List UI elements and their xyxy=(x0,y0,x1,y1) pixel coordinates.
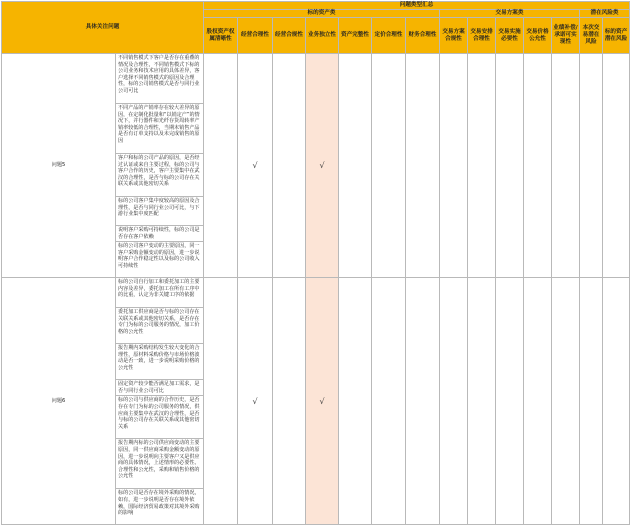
col-header-business-reasonableness: 经营合理性 xyxy=(238,18,273,54)
cell-q6-transaction-risk xyxy=(580,278,603,525)
cell-q5-implementation-necessity xyxy=(496,54,524,278)
cell-q5-plan-compliance xyxy=(440,54,468,278)
question-item: 客户和标的公司产品的原因，是否经过认证或来自主要过程，标的公司与客户合作的历史，客户主要集中在武汉的合理性，是否与标的公司存在关联关系或其他密切关系 xyxy=(116,154,204,197)
check-mark: √ xyxy=(319,396,325,406)
col-header-business-compliance: 经营合规性 xyxy=(273,18,306,54)
cell-q6-performance-compensation xyxy=(552,278,580,525)
question-label: 问题6 xyxy=(2,278,116,525)
check-mark: √ xyxy=(252,161,258,171)
check-mark: √ xyxy=(319,161,325,171)
cell-q6-financial-reasonableness xyxy=(406,278,440,525)
question-item: 固定资产较少能否满足加工需求，是否与同行业公司可比 xyxy=(116,380,204,396)
question-item: 不同产品的产销率存在较大差异的原因，在定制化批量和“以销定产”的情况下，并行器件和光纤存货周转率产销率较低的合理性，当期末销售产品是否有订单支持以及未完成销售的原因 xyxy=(116,104,204,154)
problem-summary-table xyxy=(1,1,630,525)
question-column-header: 具体关注问题 xyxy=(2,2,204,54)
cell-q6-plan-compliance xyxy=(440,278,468,525)
question-item: 说明客户采购可持续性，标的公司是否存在客户依赖 xyxy=(116,226,204,242)
table-row xyxy=(2,54,630,104)
cell-q5-transaction-risk xyxy=(580,54,603,278)
cell-q6-pricing-reasonableness xyxy=(372,278,406,525)
question-item: 标的公司是否存在境外采购的情况，如有，进一步说明是否存在境外依赖，国际经济贸易政策对其境外采购的影响 xyxy=(116,489,204,525)
cell-q6-implementation-necessity xyxy=(496,278,524,525)
col-header-pricing-reasonableness: 定价合理性 xyxy=(372,18,406,54)
question-item: 标的公司客户集中度较高的原因及合理性，是否与同行业公司可比，与下游行业集中度匹配 xyxy=(116,197,204,226)
problem-type-summary-header: 问题类型汇总 xyxy=(204,2,630,10)
question-item: 不同销售模式下客户是否存在重叠的情况及合理性，不同销售模式下标的公司业务和技术应用的具体差异，客户选择不同销售模式的原因及合理性，标的公司销售模式是否与同行业公司可比 xyxy=(116,54,204,104)
cell-q5-financial-reasonableness xyxy=(406,54,440,278)
cell-q6-business-reasonableness xyxy=(238,278,273,525)
cell-q5-business-independence xyxy=(306,54,339,278)
subject-assets-group-header: 标的资产类 xyxy=(204,10,440,18)
cell-q6-business-independence xyxy=(306,278,339,525)
cell-q6-asset-integrity xyxy=(339,278,372,525)
col-header-arrangement-reasonableness: 交易安排合理性 xyxy=(468,18,496,54)
col-header-price-fairness: 交易价格公允性 xyxy=(524,18,552,54)
question-item: 标的公司客户变动的主要原因，同一客户采购金额变动的原因，进一步说明客户合作稳定性以及标的公司收入可持续性 xyxy=(116,242,204,278)
col-header-plan-compliance: 交易方案合规性 xyxy=(440,18,468,54)
question-item: 报告期内采购结构发生较大变化的合理性，原材料采购价格与市场价格波动是否一致，进一步说明采购价格的公允性 xyxy=(116,344,204,380)
cell-q6-asset-risk xyxy=(603,278,630,525)
cell-q5-asset-risk xyxy=(603,54,630,278)
cell-q5-price-fairness xyxy=(524,54,552,278)
cell-q6-business-compliance xyxy=(273,278,306,525)
question-label: 问题5 xyxy=(2,54,116,278)
cell-q5-equity-ownership xyxy=(204,54,238,278)
cell-q5-business-reasonableness xyxy=(238,54,273,278)
question-item: 委托加工供应商是否与标的公司存在关联关系或其他密切关系，是否存在专门为标的公司服务的情况，加工价格的公允性 xyxy=(116,308,204,344)
cell-q6-arrangement-reasonableness xyxy=(468,278,496,525)
cell-q6-equity-ownership xyxy=(204,278,238,525)
col-header-equity-ownership: 股权资产权属清晰性 xyxy=(204,18,238,54)
cell-q5-arrangement-reasonableness xyxy=(468,54,496,278)
col-header-performance-compensation: 业绩补偿/承诺可实现性 xyxy=(552,18,580,54)
check-mark: √ xyxy=(252,396,258,406)
col-header-asset-risk: 标的资产潜在风险 xyxy=(603,18,630,54)
transaction-plan-group-header: 交易方案类 xyxy=(440,10,580,18)
cell-q5-business-compliance xyxy=(273,54,306,278)
cell-q5-asset-integrity xyxy=(339,54,372,278)
potential-risk-group-header: 潜在风险类 xyxy=(580,10,630,18)
table-row xyxy=(2,278,630,308)
col-header-transaction-risk: 本次交易潜在风险 xyxy=(580,18,603,54)
cell-q5-performance-compensation xyxy=(552,54,580,278)
col-header-implementation-necessity: 交易实施必要性 xyxy=(496,18,524,54)
cell-q6-price-fairness xyxy=(524,278,552,525)
col-header-business-independence: 业务独立性 xyxy=(306,18,339,54)
question-item: 标的公司自行加工和委托加工的主要内容及差异，委托加工在所有工序中的比重，认定为非关键工序的依据 xyxy=(116,278,204,308)
cell-q5-pricing-reasonableness xyxy=(372,54,406,278)
question-item: 标的公司与供应商的合作历史，是否存在专门为标的公司服务的情况，供应商主要集中在武汉的合理性，是否与标的公司存在关联关系或其他密切关系 xyxy=(116,396,204,439)
col-header-asset-integrity: 资产完整性 xyxy=(339,18,372,54)
question-item: 报告期内标的公司供应商变动的主要原因，同一供应商采购金额变动的原因，进一步说明向主要客户又是供应商的具体情况，上述情形的必要性、合理性和公允性，采购和销售价格的公允性 xyxy=(116,439,204,489)
col-header-financial-reasonableness: 财务合理性 xyxy=(406,18,440,54)
